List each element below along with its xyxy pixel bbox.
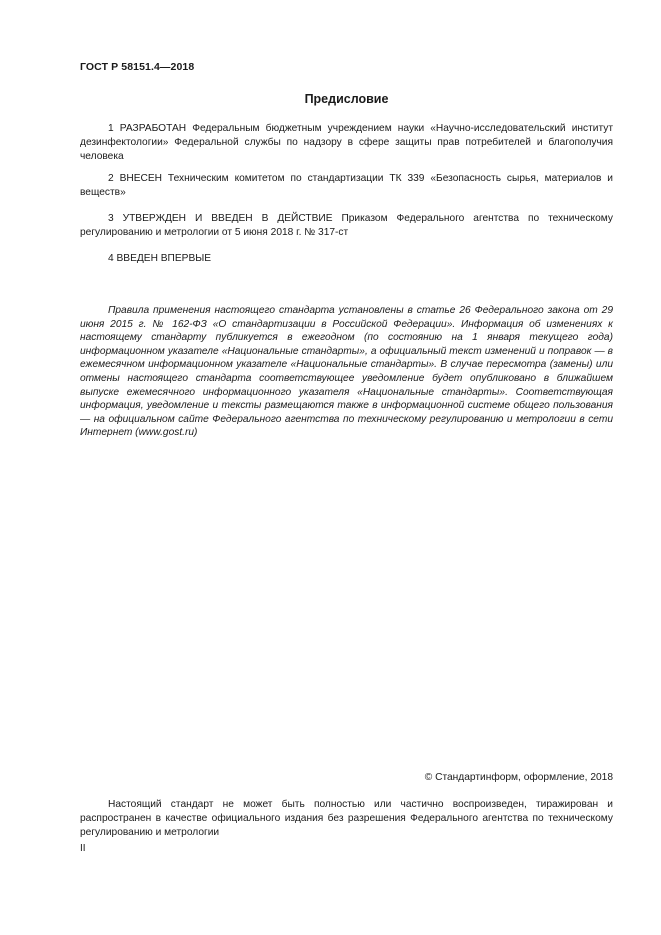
preface-title: Предисловие — [304, 92, 389, 106]
preface-item-4: 4 ВВЕДЕН ВПЕРВЫЕ — [108, 253, 212, 264]
preface-note: Правила применения настоящего стандарта установлены в статье 26 Федерального закона от 29 июня 2015 г. № 162-ФЗ «О стандартизации в Российской Федерации». Информация об изменениях к настоящему стандарту публикуется в ежегодном (по состоянию на 1 января текущего года) информационном указателе «Национальные стандарты», а официальный текст изменений и поправок — в ежемесячном информационном указателе «Национальные стандарты». В случае пересмотра (замены) или отмены настоящего стандарта соответствующее уведомление будет опубликовано в ближайшем выпуске ежемесячного информационного указателя «Национальные стандарты». Соответствующая информация, уведомление и тексты размещаются также в информационной системе общего пользования — на официальном сайте Федерального агентства по техническому регулированию и метрологии в сети Интернет (www.gost.ru) — [80, 305, 613, 439]
document-id: ГОСТ Р 58151.4—2018 — [80, 61, 195, 73]
preface-item-1: 1 РАЗРАБОТАН Федеральным бюджетным учреждением науки «Научно-исследовательский институт дезинфектологии» Федеральной службы по надзору в сфере защиты прав потребителей и благополучия человека — [80, 123, 613, 163]
page-number: II — [80, 843, 86, 854]
preface-item-2: 2 ВНЕСЕН Техническим комитетом по стандартизации ТК 339 «Безопасность сырья, материалов и веществ» — [80, 173, 613, 199]
legal-notice: Настоящий стандарт не может быть полностью или частично воспроизведен, тиражирован и распространен в качестве официального издания без разрешения Федерального агентства по техническому регулированию и метрологии — [80, 799, 613, 839]
preface-item-3: 3 УТВЕРЖДЕН И ВВЕДЕН В ДЕЙСТВИЕ Приказом Федерального агентства по техническому регулированию и метрологии от 5 июня 2018 г. № 317-ст — [80, 213, 613, 239]
copyright-notice: © Стандартинформ, оформление, 2018 — [424, 772, 613, 783]
